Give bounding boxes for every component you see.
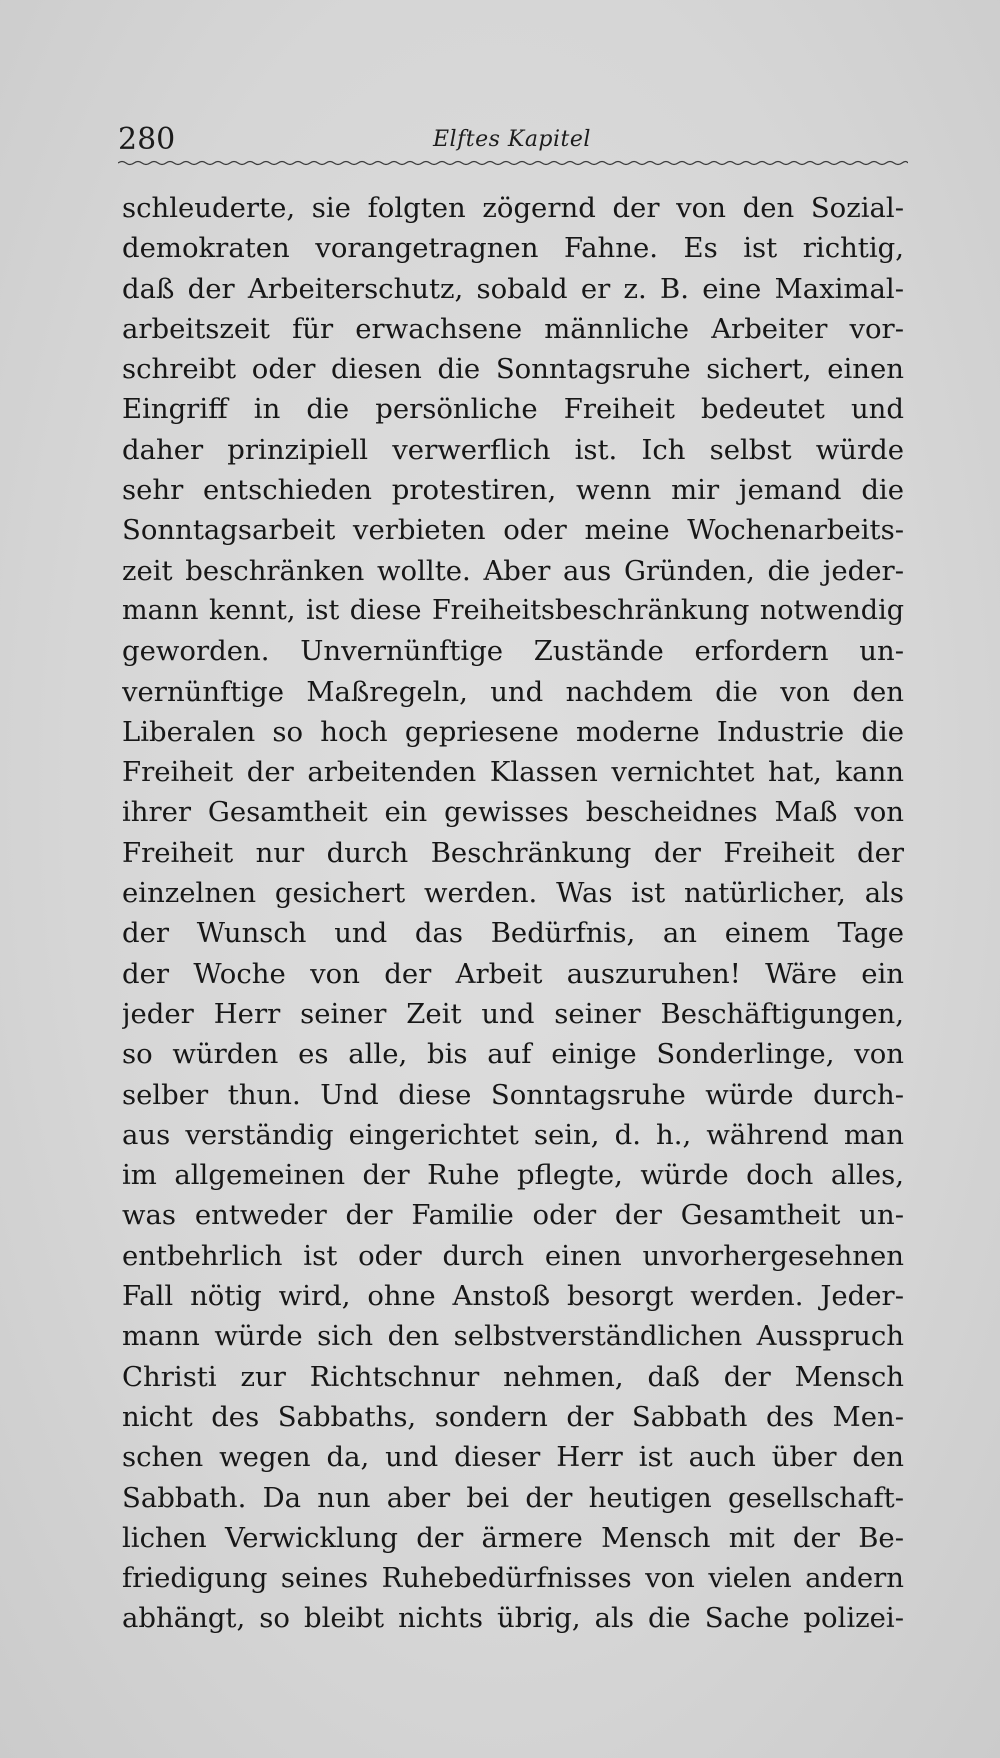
text-line: mann würde sich den selbstverständlichen Ausspruch bbox=[122, 1320, 904, 1353]
text-line: nicht des Sabbaths, sondern der Sabbath des Men- bbox=[122, 1400, 904, 1433]
running-title: Elftes Kapitel bbox=[433, 127, 591, 152]
text-line: selber thun. Und diese Sonntagsruhe würde durch- bbox=[122, 1078, 904, 1111]
text-line: friedigung seines Ruhebedürfnisses von vielen andern bbox=[122, 1562, 904, 1595]
text-line: geworden. Unvernünftige Zustände erfordern un- bbox=[122, 635, 904, 668]
text-line: demokraten vorangetragnen Fahne. Es ist richtig, bbox=[122, 232, 904, 265]
text-line: schleuderte, sie folgten zögernd der von den Sozial- bbox=[122, 192, 904, 224]
header-ornamental-rule bbox=[118, 160, 908, 166]
text-line: Sonntagsarbeit verbieten oder meine Wochenarbeits- bbox=[122, 514, 904, 547]
text-line: Eingriff in die persönliche Freiheit bedeutet und bbox=[122, 393, 904, 426]
page-header bbox=[118, 118, 908, 162]
page-number: 280 bbox=[118, 122, 176, 157]
text-line: daß der Arbeiterschutz, sobald er z. B. eine Maximal- bbox=[122, 272, 904, 305]
body-text bbox=[122, 188, 904, 1639]
text-line: ihrer Gesamtheit ein gewisses bescheidnes Maß von bbox=[122, 796, 904, 829]
text-line: Freiheit der arbeitenden Klassen vernichtet hat, kann bbox=[122, 756, 904, 789]
text-line: mann kennt, ist diese Freiheitsbeschränkung notwendig bbox=[122, 594, 904, 626]
text-line: arbeitszeit für erwachsene männliche Arbeiter vor- bbox=[122, 312, 904, 345]
text-line: Freiheit nur durch Beschränkung der Freiheit der bbox=[122, 836, 904, 869]
text-line: schreibt oder diesen die Sonntagsruhe sichert, einen bbox=[122, 353, 904, 386]
text-line: vernünftige Maßregeln, und nachdem die von den bbox=[122, 675, 904, 708]
text-line: zeit beschränken wollte. Aber aus Gründen, die jeder- bbox=[122, 554, 904, 587]
text-line: der Woche von der Arbeit auszuruhen! Wäre ein bbox=[122, 957, 904, 990]
text-line: Christi zur Richtschnur nehmen, daß der Mensch bbox=[122, 1360, 904, 1393]
text-line: lichen Verwicklung der ärmere Mensch mit der Be- bbox=[122, 1521, 904, 1554]
text-line: was entweder der Familie oder der Gesamtheit un- bbox=[122, 1199, 904, 1232]
text-line: schen wegen da, und dieser Herr ist auch über den bbox=[122, 1441, 904, 1474]
text-line: Sabbath. Da nun aber bei der heutigen gesellschaft- bbox=[122, 1481, 904, 1514]
text-line: abhängt, so bleibt nichts übrig, als die Sache polizei- bbox=[122, 1602, 904, 1635]
text-line: aus verständig eingerichtet sein, d. h., während man bbox=[122, 1118, 904, 1151]
text-line: im allgemeinen der Ruhe pflegte, würde doch alles, bbox=[122, 1159, 904, 1192]
text-line: jeder Herr seiner Zeit und seiner Beschäftigungen, bbox=[122, 997, 904, 1030]
text-line: entbehrlich ist oder durch einen unvorhergesehnen bbox=[122, 1239, 904, 1272]
text-line: so würden es alle, bis auf einige Sonderlinge, von bbox=[122, 1038, 904, 1071]
wavy-rule-line bbox=[118, 162, 908, 165]
text-line: der Wunsch und das Bedürfnis, an einem Tage bbox=[122, 917, 904, 950]
text-line: daher prinzipiell verwerflich ist. Ich selbst würde bbox=[122, 433, 904, 466]
text-line: sehr entschieden protestiren, wenn mir jemand die bbox=[122, 474, 904, 507]
text-line: Liberalen so hoch gepriesene moderne Industrie die bbox=[122, 715, 904, 748]
text-line: Fall nötig wird, ohne Anstoß besorgt werden. Jeder- bbox=[122, 1280, 904, 1313]
text-line: einzelnen gesichert werden. Was ist natürlicher, als bbox=[122, 877, 904, 910]
